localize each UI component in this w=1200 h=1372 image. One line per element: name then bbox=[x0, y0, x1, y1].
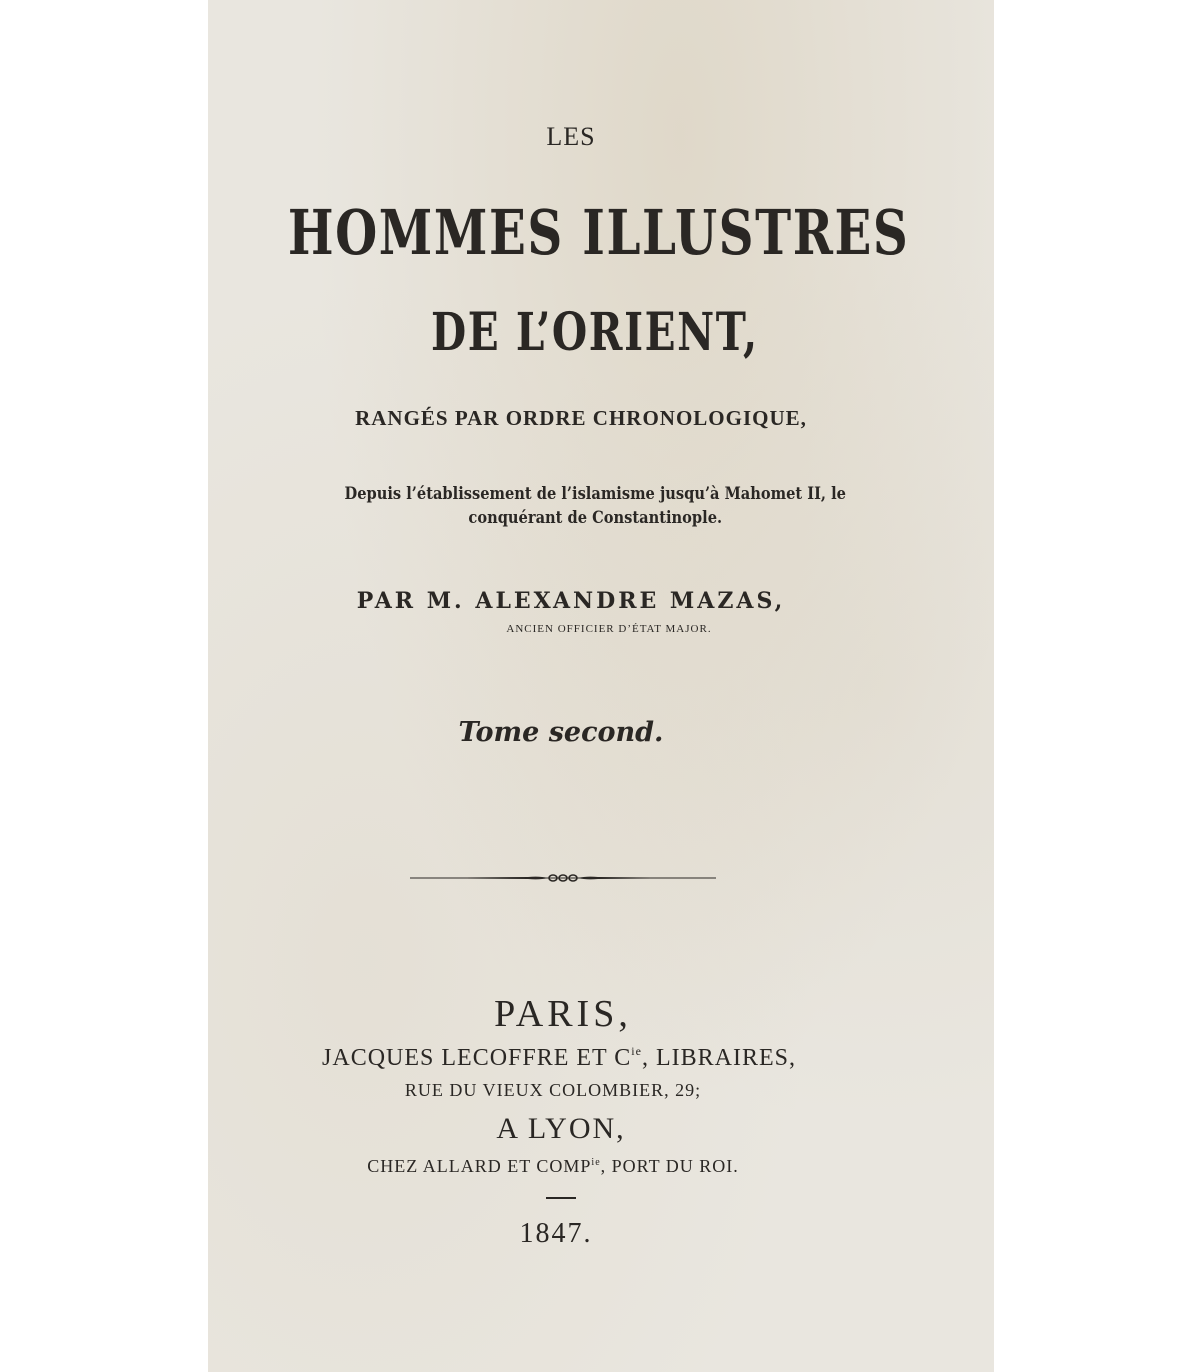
distributor-line bbox=[160, 1156, 946, 1177]
publisher-main: JACQUES LECOFFRE ET C bbox=[322, 1045, 632, 1071]
distributor-main: CHEZ ALLARD ET COMP bbox=[367, 1156, 592, 1176]
imprint-city-2: A LYON, bbox=[496, 1112, 626, 1145]
imprint-city: PARIS, bbox=[494, 993, 632, 1035]
arrangement-line: RANGÉS PAR ORDRE CHRONOLOGIQUE, bbox=[355, 406, 807, 430]
subtitle: DE L’ORIENT, bbox=[430, 302, 759, 363]
title-article: LES bbox=[546, 122, 596, 151]
author-title: ANCIEN OFFICIER D’ÉTAT MAJOR. bbox=[506, 623, 712, 635]
publisher-end: , LIBRAIRES, bbox=[641, 1045, 796, 1071]
distributor-end: , PORT DU ROI. bbox=[600, 1156, 739, 1176]
main-title: HOMMES ILLUSTRES bbox=[287, 196, 910, 269]
ornament-divider-icon bbox=[410, 868, 716, 888]
distributor-sup: ie bbox=[591, 1157, 601, 1168]
publication-year: 1847. bbox=[519, 1218, 593, 1249]
scope-line-2: conquérant de Constantinople. bbox=[468, 508, 723, 528]
volume-line: Tome second. bbox=[458, 717, 664, 748]
book-title-page bbox=[208, 0, 994, 1372]
publisher-sup: ie bbox=[631, 1044, 642, 1058]
author-line: PAR M. ALEXANDRE MAZAS, bbox=[356, 588, 786, 614]
short-rule bbox=[546, 1197, 576, 1199]
publisher-line bbox=[166, 1044, 952, 1072]
publisher-address: RUE DU VIEUX COLOMBIER, 29; bbox=[404, 1080, 702, 1100]
scope-line-1: Depuis l’établissement de l’islamisme jusqu’à Mahomet II, le bbox=[344, 484, 846, 504]
